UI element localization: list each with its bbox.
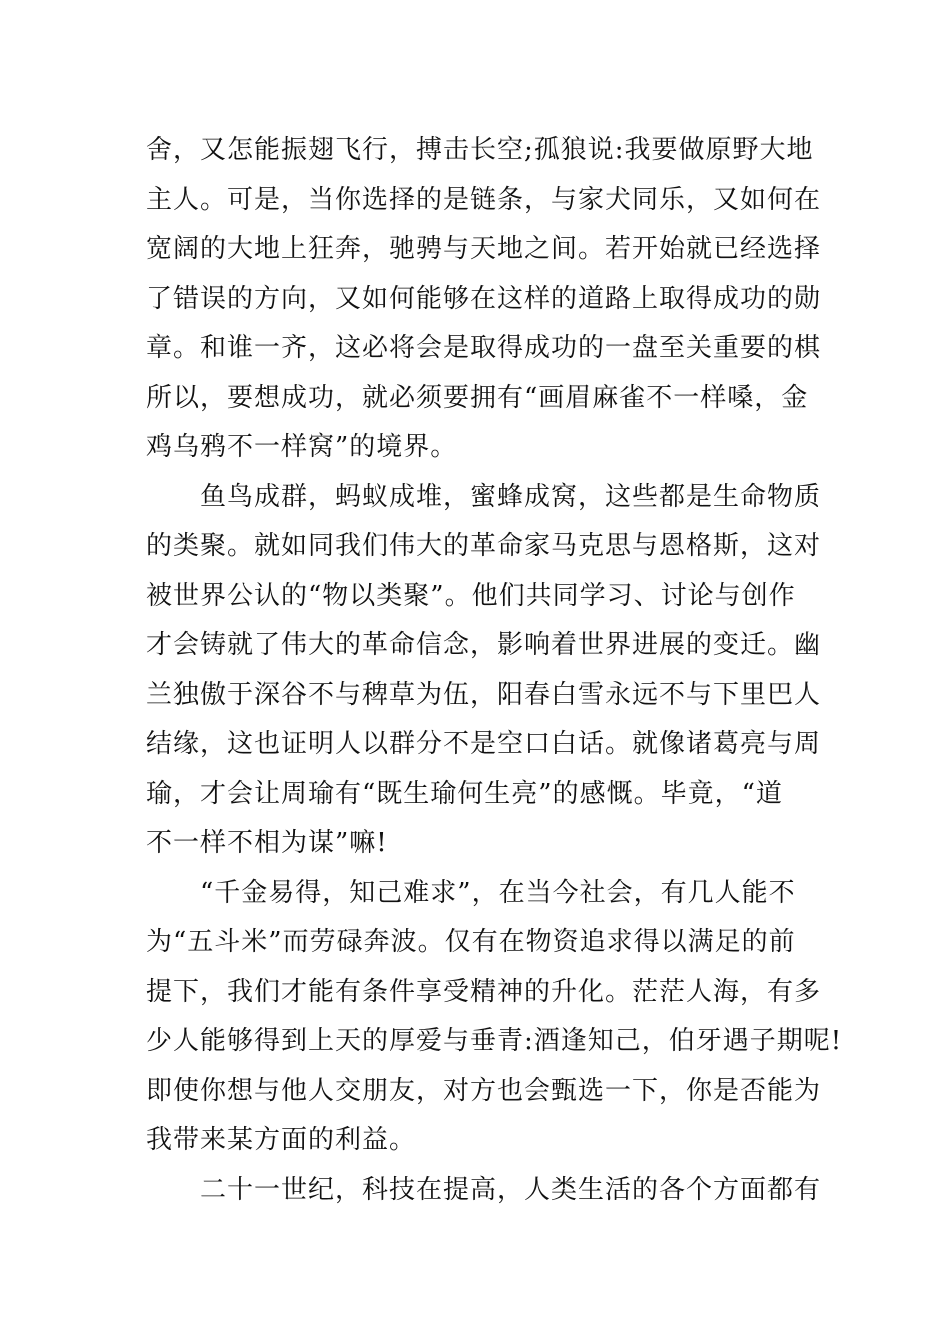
paragraph [146, 1166, 826, 1216]
text-line: 瑜，才会让周瑜有“既生瑜何生亮”的感慨。毕竟，“道 [146, 778, 783, 809]
text-line: 了错误的方向，又如何能够在这样的道路上取得成功的勋 [146, 283, 822, 314]
text-line: 即使你想与他人交朋友，对方也会甄选一下，你是否能为 [146, 1075, 822, 1106]
text-line: 我带来某方面的利益。 [146, 1125, 417, 1155]
text-line: 提下，我们才能有条件享受精神的升化。茫茫人海，有多 [146, 976, 822, 1007]
text-line: 兰独傲于深谷不与稗草为伍，阳春白雪永远不与下里巴人 [146, 679, 822, 710]
text-line: 宽阔的大地上狂奔，驰骋与天地之间。若开始就已经选择 [146, 234, 822, 264]
text-line: 主人。可是，当你选择的是链条，与家犬同乐，又如何在 [146, 184, 822, 215]
paragraph [146, 869, 843, 1166]
text-line: 少人能够得到上天的厚爱与垂青:酒逢知己，伯牙遇子期呢! [146, 1026, 843, 1056]
text-line: 被世界公认的“物以类聚”。他们共同学习、讨论与创作 [146, 580, 796, 611]
text-line: 为“五斗米”而劳碌奔波。仅有在物资追求得以满足的前 [146, 927, 796, 957]
text-line: 的类聚。就如同我们伟大的革命家马克思与恩格斯，这对 [146, 531, 822, 561]
text-line: 章。和谁一齐，这必将会是取得成功的一盘至关重要的棋 [146, 333, 822, 363]
text-line: 所以，要想成功，就必须要拥有“画眉麻雀不一样嗓，金 [146, 382, 809, 413]
paragraph [146, 126, 826, 473]
text-line: “千金易得，知己难求”，在当今社会，有几人能不 [200, 877, 796, 908]
text-line: 鱼鸟成群，蚂蚁成堆，蜜蜂成窝，这些都是生命物质 [200, 481, 822, 512]
text-line: 不一样不相为谋”嘛! [146, 828, 388, 858]
paragraph [146, 473, 826, 869]
text-line: 结缘，这也证明人以群分不是空口白话。就像诸葛亮与周 [146, 729, 822, 759]
body-text [146, 126, 843, 1215]
text-line: 鸡乌鸦不一样窝”的境界。 [146, 432, 458, 462]
text-line: 才会铸就了伟大的革命信念，影响着世界进展的变迁。幽 [146, 630, 822, 660]
text-line: 二十一世纪，科技在提高，人类生活的各个方面都有 [200, 1174, 822, 1205]
text-line: 舍，又怎能振翅飞行，搏击长空;孤狼说:我要做原野大地 [146, 135, 814, 165]
